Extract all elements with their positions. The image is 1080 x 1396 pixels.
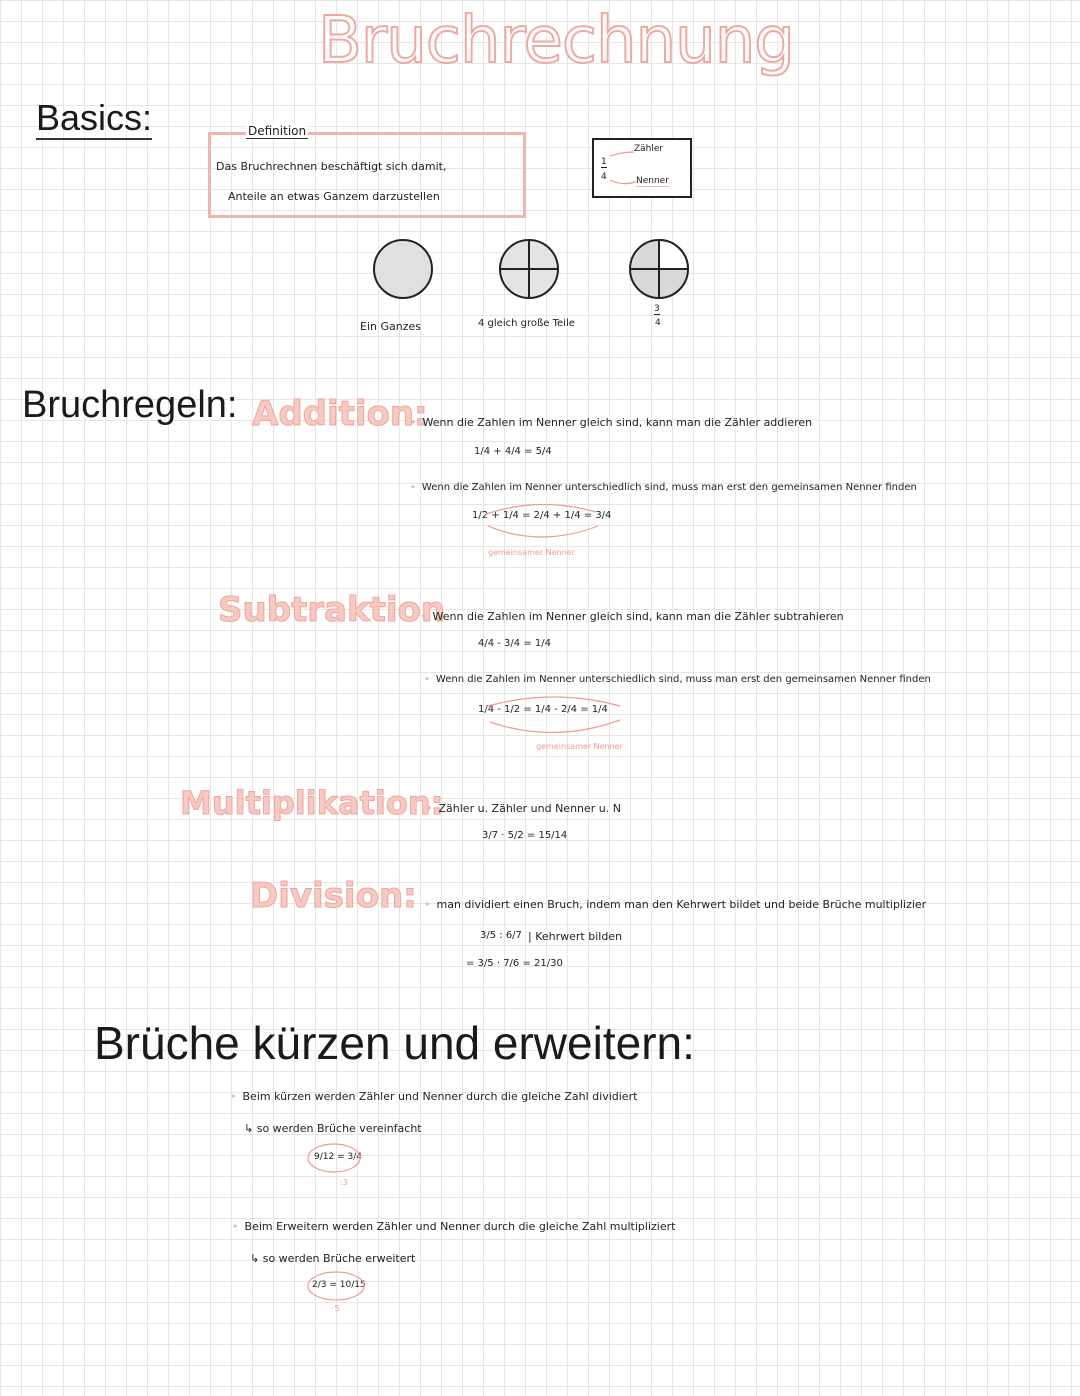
basics-heading: Basics: (36, 97, 153, 138)
subtraktion-example1: 4/4 - 3/4 = 1/4 (478, 638, 551, 649)
division-example1: 3/5 : 6/7 (480, 930, 522, 941)
division-example2: = 3/5 · 7/6 = 21/30 (466, 958, 563, 969)
kuerzen-factor2: ·5 (332, 1304, 340, 1313)
kuerzen-factor1: :3 (340, 1178, 348, 1187)
subtraktion-rule2: • Wenn die Zahlen im Nenner unterschiedlich sind, muss man erst den gemeinsamen Nenner finden (424, 674, 931, 685)
addition-note: gemeinsamer Nenner (488, 548, 575, 557)
definition-line2: Anteile an etwas Ganzem darzustellen (228, 190, 440, 203)
definition-line1: Das Bruchrechnen beschäftigt sich damit, (216, 160, 447, 173)
addition-example1: 1/4 + 4/4 = 5/4 (474, 446, 552, 457)
zaehler-arrow (608, 150, 638, 190)
rules-heading: Bruchregeln: (22, 384, 238, 426)
parts-label: 4 gleich große Teile (478, 318, 575, 329)
kuerzen-arrow2 (250, 1252, 415, 1265)
nenner-label: Nenner (636, 176, 669, 186)
kuerzen-heading: Brüche kürzen und erweitern: (94, 1017, 695, 1069)
kuerzen-rule2: • Beim Erweitern werden Zähler und Nenner durch die gleiche Zahl multipliziert (232, 1220, 675, 1233)
kuerzen-example2: 2/3 = 10/15 (312, 1280, 366, 1290)
kuerzen-example1: 9/12 = 3/4 (314, 1152, 362, 1162)
multiplikation-example: 3/7 · 5/2 = 15/14 (482, 830, 568, 841)
definition-box (208, 132, 526, 218)
arrow-icon: ↳ (244, 1122, 254, 1135)
kuerzen-rule1: • Beim kürzen werden Zähler und Nenner durch die gleiche Zahl dividiert (230, 1090, 637, 1103)
definition-label: Definition (248, 124, 307, 138)
subtraktion-label: Subtraktion (218, 590, 446, 630)
kuerzen-arrow1 (244, 1122, 422, 1135)
division-note: | Kehrwert bilden (528, 930, 623, 943)
division-label: Division: (250, 876, 417, 916)
shaded-denominator: 4 (655, 318, 661, 328)
fraction-numerator: 1 (601, 157, 607, 167)
page-title: Bruchrechnung (318, 4, 794, 78)
addition-rule2: • Wenn die Zahlen im Nenner unterschiedlich sind, muss man erst den gemeinsamen Nenner finden (410, 482, 917, 493)
erweitern-circle (306, 1272, 370, 1308)
addition-arrows (480, 500, 620, 550)
arrow-icon: ↳ (250, 1252, 260, 1265)
subtraktion-arrows (484, 694, 634, 744)
addition-example2: 1/2 + 1/4 = 2/4 + 1/4 = 3/4 (472, 510, 612, 521)
kuerzen-circle (306, 1144, 366, 1180)
fraction-denominator: 4 (601, 172, 607, 182)
quartered-circle (498, 238, 562, 302)
whole-circle (372, 238, 436, 302)
zaehler-label: Zähler (634, 144, 664, 154)
addition-label: Addition: (252, 394, 428, 434)
whole-label: Ein Ganzes (360, 320, 421, 333)
kuerzen-arrow1-text: so werden Brüche vereinfacht (256, 1122, 422, 1135)
kuerzen-arrow2-text: so werden Brüche erweitert (262, 1252, 416, 1265)
subtraktion-rule1: • Wenn die Zahlen im Nenner gleich sind, kann man die Zähler subtrahieren (420, 610, 844, 623)
shaded-numerator: 3 (654, 304, 660, 314)
multiplikation-label: Multiplikation: (180, 784, 444, 822)
subtraktion-note: gemeinsamer Nenner (536, 742, 623, 751)
three-quarter-circle (628, 238, 692, 302)
multiplikation-rule: • Zähler u. Zähler und Nenner u. N (426, 802, 621, 815)
addition-rule1: • Wenn die Zahlen im Nenner gleich sind, kann man die Zähler addieren (410, 416, 812, 429)
division-rule: • man dividiert einen Bruch, indem man den Kehrwert bildet und beide Brüche multiplizier (424, 898, 926, 911)
subtraktion-example2: 1/4 - 1/2 = 1/4 - 2/4 = 1/4 (478, 704, 608, 715)
